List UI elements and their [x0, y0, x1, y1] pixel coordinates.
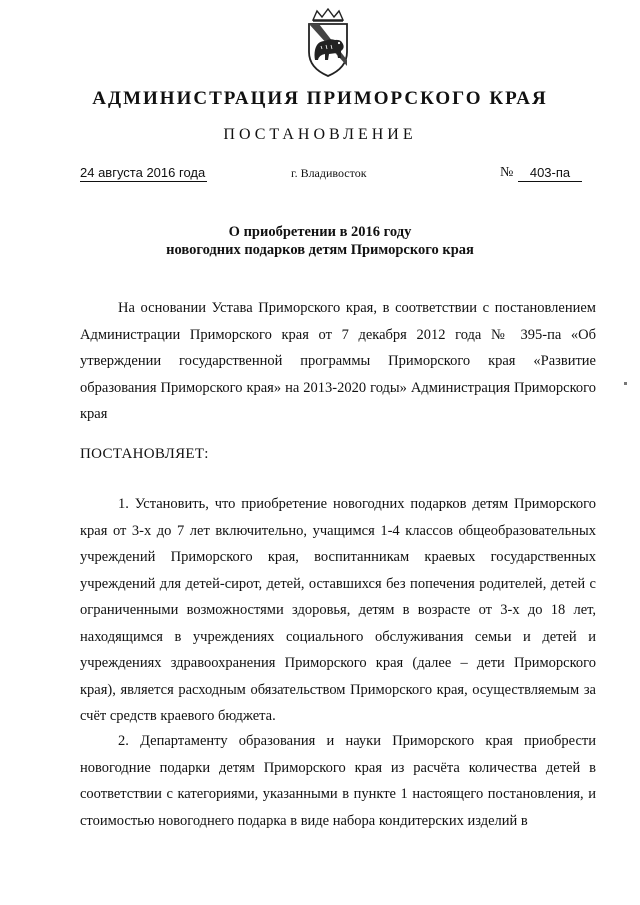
document-date: 24 августа 2016 года: [80, 165, 206, 180]
subject-line-1: О приобретении в 2016 году: [228, 224, 412, 240]
document-number: 403-па: [518, 165, 582, 182]
coat-of-arms-icon: [299, 8, 357, 80]
subject-line-2: новогодних подарков детям Приморского края: [166, 242, 474, 258]
document-city: г. Владивосток: [291, 166, 367, 180]
decree-heading: ПОСТАНОВЛЯЕТ:: [80, 446, 209, 462]
document-type: ПОСТАНОВЛЕНИЕ: [223, 126, 417, 143]
number-sign: №: [500, 165, 514, 180]
scan-mark: [624, 382, 627, 385]
intro-paragraph: На основании Устава Приморского края, в соответствии с постановлением Администрации Приморского края от 7 декабря 2012 года № 395-па «Об утверждении государственной программы Приморского края «Развитие образования Приморского края» на 2013-2020 годы» Администрация Приморского края: [80, 300, 596, 422]
organization-name: АДМИНИСТРАЦИЯ ПРИМОРСКОГО КРАЯ: [92, 88, 548, 109]
paragraph-1: 1. Установить, что приобретение новогодних подарков детям Приморского края от 3-х до 7 лет включительно, учащимся 1-4 классов общеобразовательных учреждений Приморского края, воспитанникам краевых государственных учреждений для детей-сирот, детей, оставшихся без попечения родителей, детей с ограниченными возможностями здоровья, детям в возрасте от 3-х до 18 лет, находящимся в учреждениях социального обслуживания семьи и детей и учреждениях здравоохранения Приморского края (далее – дети Приморского края), является расходным обязательством Приморского края, осуществляемым за счёт средств краевого бюджета.: [80, 496, 596, 724]
paragraph-2: 2. Департаменту образования и науки Приморского края приобрести новогодние подарки детям Приморского края из расчёта количества детей в соответствии с категориями, указанными в пункте 1 настоящего постановления, и стоимостью новогоднего подарка в виде набора кондитерских изделий в: [80, 733, 596, 829]
document-subject: [0, 223, 640, 259]
